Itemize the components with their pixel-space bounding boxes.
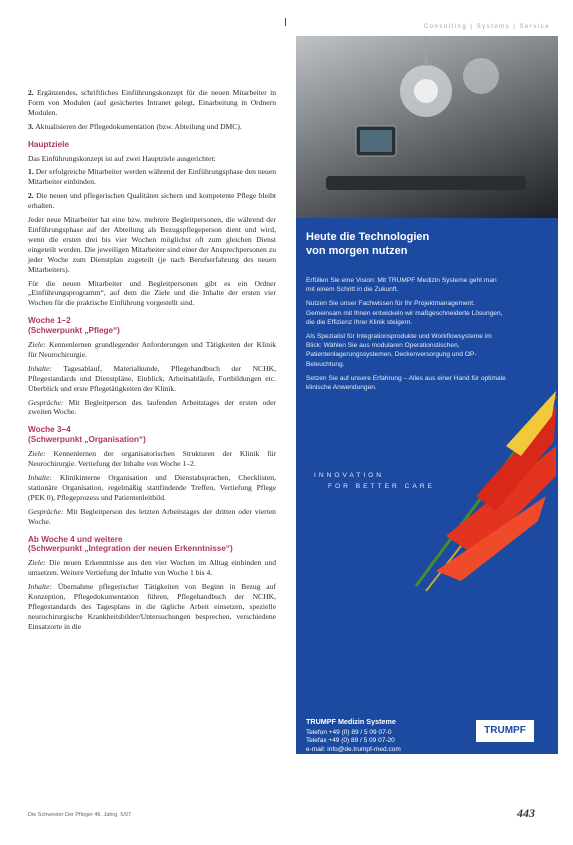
journal-footer: Die Schwester Der Pfleger 46. Jahrg. 5/07 xyxy=(28,812,132,818)
ad-slogan: INNOVATION FOR BETTER CARE xyxy=(314,472,435,490)
ad-body-text xyxy=(306,276,506,397)
paragraph: Inhalte: Klinikinterne Organisation und Dienstabsprachen, Checklisten, stationäre Organisation, regelmäßig stattfindende Treffen, Vertiefung Pflege (PEK 0), Pflegeprozess und Patientenleitbild. xyxy=(28,473,276,502)
ad-tagline: Consulting | Systems | Service xyxy=(423,24,550,30)
week-heading: Ab Woche 4 und weitere (Schwerpunkt „Integration der neuen Erkenntnisse“) xyxy=(28,534,233,554)
paragraph: Ziele: Die neuen Erkenntnisse aus den vier Wochen im Alltag einbinden und umsetzen. Weitere Vertiefung der Inhalte von Woche 1 bis 4. xyxy=(28,558,276,578)
heliconia-flower-image xyxy=(406,386,558,596)
ad-paragraph: Nutzen Sie unser Fachwissen für Ihr Projektmanagement. Gemeinsam mit Ihnen entwickeln wir maßgeschneiderte Lösungen, die die Effizienz Ihrer Klinik steigern. xyxy=(306,300,503,326)
list-item: 3. Aktualisieren der Pflegedokumentation (bzw. Abteilung und DMC). xyxy=(28,121,242,131)
paragraph: Jeder neue Mitarbeiter hat eine bzw. mehrere Begleitpersonen, die während der Einführungsphase auf der Abteilung als Bezugspflegeperson dient und wird, wenn die ersten drei bis vier Wochen möglichst oft zum gleichen Dienst eingeteilt werden. Die jeweiligen Mitarbeiter sind einer der Ansprechpersonen zu jeder Woche zum Dienstplan zugeteilt (je nach Berufserfahrung des neuen Mitarbeiters). xyxy=(28,215,276,274)
paragraph: Inhalte: Übernahme pflegerischer Tätigkeiten von Beginn in Bezug auf Konzeption, Pflegedokumentation führen, Pflegehandbuch der NCHK, Pflegestandards des Tagesplans in die tägliche Arbeit einsetzen, spezielle neurochirurgische Krankheitsbilder/Untersuchungen besprechen, verschiedene Einsatzorte in die xyxy=(28,582,276,631)
paragraph: Gespräche: Mit Begleitperson des laufenden Arbeitstages der ersten oder zweiten Woche. xyxy=(28,397,276,417)
trumpf-logo: TRUMPF xyxy=(476,720,534,742)
ad-headline: Heute die Technologien von morgen nutzen xyxy=(306,231,430,257)
paragraph: Ziele: Kennenlernen der organisatorischen Strukturen der Klinik für Neurochirurgie. Vertiefung der Inhalte von Woche 1–2. xyxy=(28,449,276,469)
page-number: 443 xyxy=(517,806,535,820)
week-heading: Woche 3–4 (Schwerpunkt „Organisation“) xyxy=(28,425,146,445)
week-heading: Woche 1–2 (Schwerpunkt „Pflege“) xyxy=(28,316,120,336)
section-heading: Hauptziele xyxy=(28,139,69,149)
column-divider xyxy=(285,18,286,26)
list-item: 1. Der erfolgreiche Mitarbeiter werden während der Einführungsphase den neuen Mitarbeiter einbinden. xyxy=(28,167,276,187)
paragraph: Das Einführungskonzept ist auf zwei Hauptziele ausgerichtet: xyxy=(28,153,216,163)
ad-top-bar xyxy=(296,18,558,36)
operating-room-photo xyxy=(296,36,558,218)
surgical-lamp-illustration xyxy=(296,36,558,218)
list-item: 2. Die neuen und pflegerischen Qualitäten sichern und kompetente Pflege bleibt erhalten. xyxy=(28,191,276,211)
list-item: 2. Ergänzendes, schriftliches Einführungskonzept für die neuen Mitarbeiter in Form von Modulen (auf gesichertes Intranet gelegt, Einarbeitung in Ordnern Modulen. xyxy=(28,88,276,117)
article-column xyxy=(28,88,276,636)
company-contact: TRUMPF Medizin Systeme Telefon +49 (0) 89 / 5 09 07-0 Telefax +49 (0) 89 / 5 09 07-20 e-mail: info@de.trumpf-med.com www.trumpf-med.com xyxy=(306,717,401,762)
paragraph: Gespräche: Mit Begleitperson des letzten Arbeitstages der dritten oder vierten Woche. xyxy=(28,506,276,526)
ad-paragraph: Erfüllen Sie eine Vision: Mit TRUMPF Medizin Systeme geht man mit einem Schritt in die Zukunft. xyxy=(306,277,497,294)
paragraph: Ziele: Kennenlernen grundlegender Anforderungen und Tätigkeiten der Klinik für Neurochirurgie. xyxy=(28,340,276,359)
ad-paragraph: Setzen Sie auf unsere Erfahrung – Alles aus einer Hand für optimale klinische Anwendungen. xyxy=(306,374,506,392)
advertisement xyxy=(296,18,558,762)
paragraph: Inhalte: Tagesablauf, Materialkunde, Pflegehandbuch der NCHK, Pflegestandards und Dienstpläne, Einblick, Arbeitsabläufe, Fortbildungen etc. Überblick und erste Pflegetätigkeiten der Klinik. xyxy=(28,363,276,393)
paragraph: Für die neuen Mitarbeiter und Begleitpersonen gibt es ein Ordner „Einführungsprogramm“, auf dem die Ziele und die Inhalte der ersten vier Wochen für die praktische Einführung vorgestellt sind. xyxy=(28,278,276,308)
ad-paragraph: Als Spezialist für Integrationsprodukte und Workflowsysteme im Blick: Wählen Sie aus modularen Operationstischen, Patientenlagerungssystemen, Deckenversorgung und OP-Beleuchtung. xyxy=(306,333,492,368)
